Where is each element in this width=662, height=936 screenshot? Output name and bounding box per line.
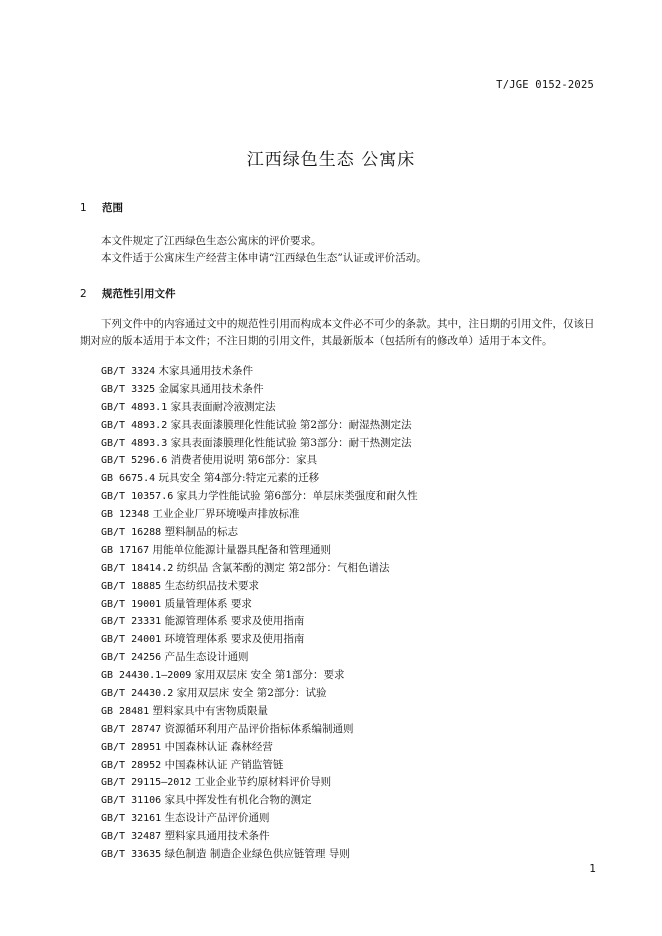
reference-item	[101, 721, 418, 739]
reference-title: 家具表面耐冷液测定法	[170, 400, 276, 413]
reference-code: GB/T 4893.3	[101, 437, 168, 449]
reference-title: 用能单位能源计量器具配备和管理通则	[152, 543, 332, 556]
reference-title: 塑料制品的标志	[164, 526, 239, 539]
reference-code: GB/T 24001	[101, 634, 162, 646]
reference-title: 工业企业厂界环境噪声排放标准	[152, 508, 300, 521]
document-number: T/JGE 0152-2025	[496, 79, 594, 91]
reference-item	[101, 739, 418, 757]
reference-item	[101, 399, 418, 417]
reference-item	[101, 435, 418, 453]
scope-paragraph-1: 本文件规定了江西绿色生态公寓床的评价要求。	[101, 235, 322, 247]
reference-code: GB/T 5296.6	[101, 455, 168, 467]
reference-code: GB 12348	[101, 509, 150, 521]
reference-item	[101, 417, 418, 435]
reference-item	[101, 381, 418, 399]
reference-code: GB/T 18414.2	[101, 562, 174, 574]
reference-item	[101, 631, 418, 649]
reference-title: 生态纺织品技术要求	[164, 579, 260, 592]
reference-item	[101, 560, 418, 578]
reference-code: GB 28481	[101, 705, 150, 717]
reference-title: 能源管理体系 要求及使用指南	[164, 615, 305, 628]
reference-title: 环境管理体系 要求及使用指南	[164, 633, 305, 646]
reference-item	[101, 774, 418, 792]
reference-title: 玩具安全 第4部分:特定元素的迁移	[158, 472, 320, 485]
reference-title: 生态设计产品评价通则	[164, 812, 270, 825]
reference-item	[101, 757, 418, 775]
reference-title: 木家具通用技术条件	[158, 365, 254, 377]
reference-title: 家用双层床 安全 第1部分：要求	[194, 669, 345, 682]
section-heading-scope	[80, 200, 123, 215]
reference-item	[101, 488, 418, 506]
reference-code: GB/T 16288	[101, 527, 162, 539]
reference-code: GB/T 10357.6	[101, 491, 174, 503]
page-number: 1	[589, 863, 596, 875]
reference-code: GB/T 33635	[101, 849, 162, 861]
reference-title: 资源循环利用产品评价指标体系编制通则	[164, 722, 354, 735]
reference-code: GB/T 4893.1	[101, 401, 168, 413]
reference-title: 家具表面漆膜理化性能试验 第2部分：耐湿热测定法	[170, 418, 412, 431]
section-title: 范围	[102, 202, 123, 214]
reference-title: 塑料家具中有害物质限量	[152, 704, 269, 717]
reference-code: GB 17167	[101, 544, 150, 556]
reference-code: GB/T 32161	[101, 813, 162, 825]
reference-code: GB/T 28951	[101, 741, 162, 753]
document-title: 江西绿色生态 公寓床	[246, 150, 416, 170]
reference-code: GB/T 3325	[101, 383, 156, 395]
reference-code: GB/T 24256	[101, 652, 162, 664]
reference-code: GB/T 28952	[101, 759, 162, 771]
section-number: 2	[80, 288, 87, 300]
reference-item	[101, 506, 418, 524]
reference-title: 家具表面漆膜理化性能试验 第3部分：耐干热测定法	[170, 436, 412, 449]
reference-title: 中国森林认证 森林经营	[164, 740, 273, 753]
reference-list	[101, 363, 418, 864]
reference-item	[101, 613, 418, 631]
reference-title: 消费者使用说明 第6部分：家具	[170, 454, 318, 467]
scope-paragraph-2: 本文件适于公寓床生产经营主体申请“江西绿色生态”认证或评价活动。	[101, 252, 427, 264]
reference-item	[101, 649, 418, 667]
reference-item	[101, 542, 418, 560]
reference-code: GB 6675.4	[101, 473, 156, 485]
reference-title: 工业企业节约原材料评价导则	[194, 776, 332, 789]
reference-title: 产品生态设计通则	[164, 651, 249, 664]
reference-code: GB/T 32487	[101, 831, 162, 843]
reference-item	[101, 703, 418, 721]
references-intro-paragraph: 下列文件中的内容通过文中的规范性引用而构成本文件必不可少的条款。其中，注日期的引用文件，仅该日期对应的版本适用于本文件；不注日期的引用文件，其最新版本（包括所有的修改单）适用于本文件。	[80, 318, 595, 347]
reference-item	[101, 363, 418, 381]
reference-item	[101, 685, 418, 703]
reference-code: GB/T 19001	[101, 598, 162, 610]
reference-item	[101, 578, 418, 596]
reference-code: GB/T 18885	[101, 580, 162, 592]
reference-code: GB/T 23331	[101, 616, 162, 628]
reference-item	[101, 470, 418, 488]
section-number: 1	[80, 202, 87, 214]
reference-code: GB/T 3324	[101, 366, 156, 377]
reference-code: GB/T 28747	[101, 723, 162, 735]
reference-title: 中国森林认证 产销监管链	[164, 758, 284, 771]
section-title: 规范性引用文件	[102, 288, 176, 300]
reference-title: 家具力学性能试验 第6部分：单层床类强度和耐久性	[176, 490, 418, 503]
reference-item	[101, 810, 418, 828]
reference-code: GB/T 31106	[101, 795, 162, 807]
reference-title: 纺织品 含氯苯酚的测定 第2部分：气相色谱法	[176, 561, 390, 574]
reference-item	[101, 792, 418, 810]
reference-code: GB/T 24430.2	[101, 688, 174, 700]
reference-code: GB/T 4893.2	[101, 419, 168, 431]
section-heading-normative-references	[80, 286, 176, 301]
reference-item	[101, 524, 418, 542]
reference-title: 质量管理体系 要求	[164, 597, 252, 610]
reference-title: 绿色制造 制造企业绿色供应链管理 导则	[164, 848, 350, 861]
reference-item	[101, 596, 418, 614]
reference-item	[101, 452, 418, 470]
reference-item	[101, 667, 418, 685]
reference-item	[101, 846, 418, 864]
reference-code: GB/T 29115—2012	[101, 777, 192, 789]
reference-title: 金属家具通用技术条件	[158, 382, 264, 395]
reference-code: GB 24430.1—2009	[101, 670, 192, 682]
reference-title: 家用双层床 安全 第2部分：试验	[176, 687, 327, 700]
reference-title: 塑料家具通用技术条件	[164, 830, 270, 843]
reference-title: 家具中挥发性有机化合物的测定	[164, 794, 312, 807]
reference-item	[101, 828, 418, 846]
